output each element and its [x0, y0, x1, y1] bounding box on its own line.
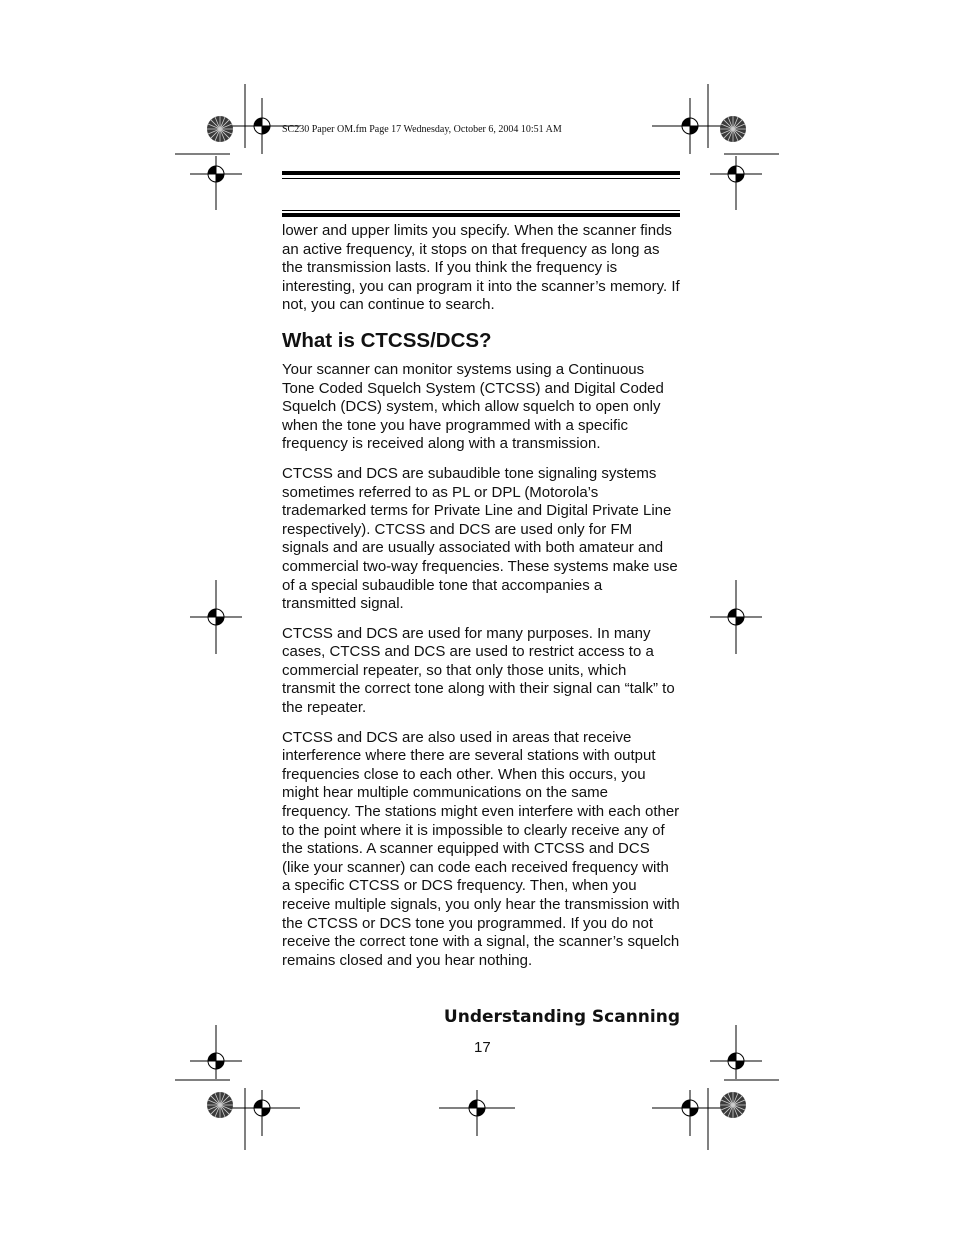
registration-mark-icon — [652, 98, 728, 154]
registration-mark-icon — [710, 1025, 762, 1079]
registration-mark-icon — [710, 156, 762, 210]
starburst-mark-icon — [207, 1092, 233, 1118]
footer-section-title: Understanding Scanning — [443, 1007, 680, 1027]
starburst-mark-icon — [720, 116, 746, 142]
starburst-mark-icon — [207, 116, 233, 142]
registration-mark-icon — [224, 98, 300, 154]
body-paragraph: CTCSS and DCS are also used in areas that receive interference where there are several stations with output frequencies close to each other. When this occurs, you might hear multiple communications on the same frequency. The stations might even interfere with each other to the point where it is impossible to clearly receive any of the stations. A scanner equipped with CTCSS and DCS (like your scanner) can code each received frequency with a specific CTCSS or DCS frequency. Then, when you receive multiple signals, you only hear the transmission with the CTCSS or DCS tone you programmed. If you do not receive the correct tone with a signal, the scanner’s squelch remains closed and you hear nothing. — [282, 728, 680, 969]
intro-paragraph: lower and upper limits you specify. When the scanner finds an active frequency, it stops on that frequency as long as the transmission lasts. If you think the frequency is interesting, you can program it into the scanner’s memory. If not, you can continue to search. — [282, 222, 680, 314]
registration-mark-icon — [652, 1090, 728, 1136]
page-number: 17 — [474, 1039, 491, 1056]
section-heading: What is CTCSS/DCS? — [282, 328, 492, 352]
body-paragraph: CTCSS and DCS are used for many purposes. In many cases, CTCSS and DCS are used to restrict access to a commercial repeater, so that only those units, which transmit the correct tone along with their signal can “talk” to the repeater. — [282, 624, 675, 717]
body-paragraph: Your scanner can monitor systems using a Continuous Tone Coded Squelch System (CTCSS) and Digital Coded Squelch (DCS) system, which allow squelch to open only when the tone you have programmed with a specific frequency is received along with a transmission. — [282, 360, 664, 453]
registration-mark-icon — [190, 156, 242, 210]
body-paragraph: CTCSS and DCS are subaudible tone signaling systems sometimes referred to as PL or DPL (Motorola’s trademarked terms for Private Line and Digital Private Line respectively). CTCSS and DCS are used only for FM signals and are usually associated with both amateur and commercial two-way frequencies. These systems make use of a special subaudible tone that accompanies a transmitted signal. — [282, 464, 678, 613]
starburst-mark-icon — [720, 1092, 746, 1118]
file-slug: SC230 Paper OM.fm Page 17 Wednesday, October 6, 2004 10:51 AM — [282, 124, 562, 135]
registration-mark-icon — [710, 580, 762, 654]
registration-mark-icon — [190, 580, 242, 654]
registration-mark-icon — [190, 1025, 242, 1079]
registration-mark-icon — [224, 1090, 300, 1136]
registration-mark-icon — [439, 1090, 515, 1136]
